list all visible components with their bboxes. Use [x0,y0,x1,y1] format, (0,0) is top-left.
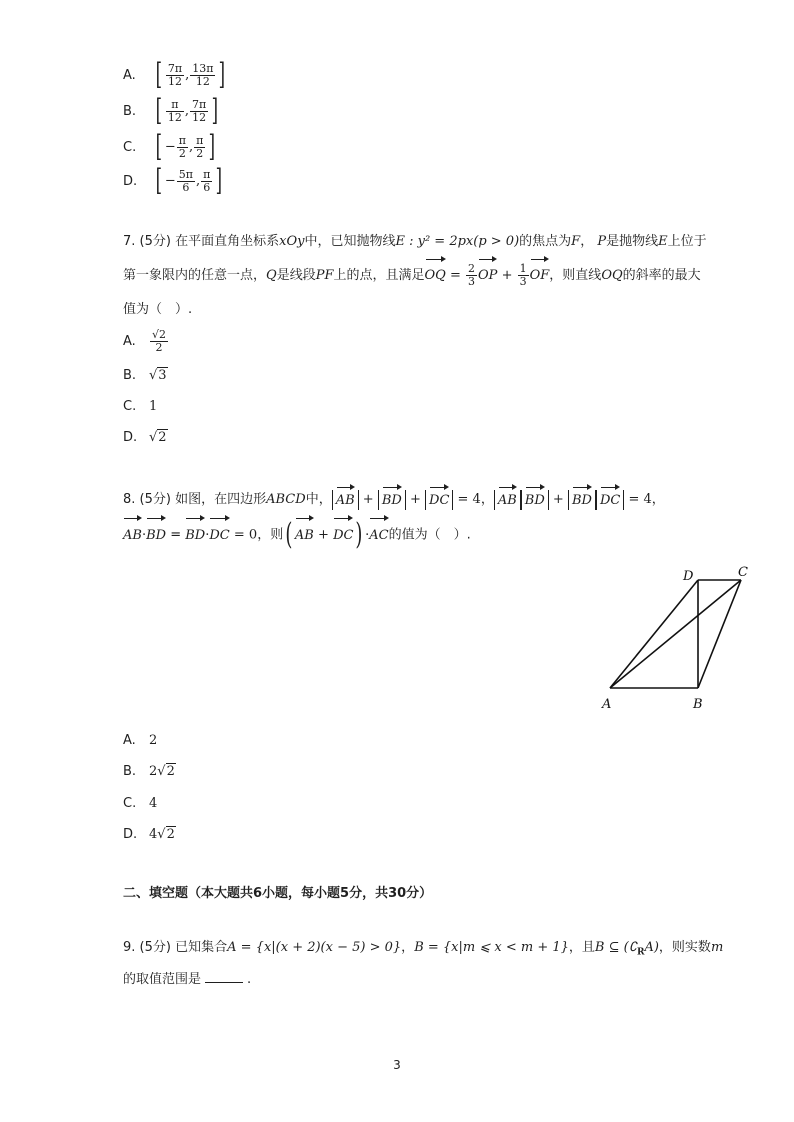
vector: BD [185,521,205,551]
q8-line-2: AB·BD = BD·DC = 0，则( AB + DC) ·AC的值为（ ）. [123,517,471,552]
question-score: (5分) [139,492,171,507]
option-value: 2 [149,764,158,779]
question-score: (5分) [139,940,171,955]
q7-text: 在平面直角坐标系 [175,234,280,249]
math: · [141,527,147,543]
math: PF [315,268,334,283]
q7-text: 是抛物线 [606,234,659,249]
left-bracket: [ [155,93,163,128]
option-label: A. [123,334,136,349]
q8-option-b [123,762,176,782]
fraction: $\frac{\pi}{6}$ [203,167,211,194]
sqrt: √3 [149,368,167,383]
q9-text: ，则实数 [658,940,711,955]
right-bracket: ] [209,129,216,164]
question-number: 8. [123,492,136,507]
q6-option-a: A. [ $\frac{7\pi}{12}$ , $\frac{13\pi}{12}$ ] [123,57,226,92]
sqrt: √2 [157,827,175,842]
option-label: D. [123,173,138,189]
sqrt: √2 [149,430,167,445]
math: P [597,234,607,249]
math: Q [266,268,277,283]
vertex-label-c: C [738,565,748,580]
vertex-label-b: B [693,697,703,712]
q9-text: . [247,972,252,987]
q8-line-1 [123,488,665,512]
fraction: $\frac{\pi}{2}$ [178,133,186,160]
left-bracket: [ [155,163,163,198]
math: + [501,268,513,283]
fraction: $\frac{5\pi}{6}$ [178,167,193,194]
sqrt: √2 [157,764,175,779]
right-bracket: ] [219,57,226,92]
option-label: B. [123,764,137,779]
vector: AC [369,521,388,551]
math: + [362,492,374,507]
math: m [710,940,724,955]
math: = 4 [457,492,481,507]
q8-text: 如图，在四边形 [175,492,267,507]
diagonal-ac [610,580,741,688]
edge-da [610,580,698,688]
left-bracket: [ [155,129,163,164]
q7-option-b [123,366,168,386]
section-heading: 二、填空题（本大题共6小题，每小题5分，共30分） [123,886,433,901]
math: A) [644,940,659,955]
math: E : y² = 2px(p > 0) [395,234,520,249]
abs: DC [596,490,624,510]
abs: AB [494,490,521,510]
q7-line-3 [123,300,192,320]
vector: OF [530,262,550,290]
fraction: $\frac{2}{3}$ [468,262,476,288]
q7-line-1 [123,232,707,252]
question-number: 9. [123,940,136,955]
right-paren: ) [355,517,363,552]
answer-blank[interactable] [205,970,243,983]
q7-text: ，则直线 [549,268,602,283]
abs: DC [425,490,453,510]
option-label: A. [123,67,136,83]
q9-text: 的取值范围是 [123,972,202,987]
math: ABCD [266,492,306,507]
abs: BD [521,490,549,510]
vector: DC [333,521,353,551]
math: + [318,527,329,543]
math: F [571,234,581,249]
math: xOy [279,234,305,249]
q6-option-c: C. [ − $\frac{\pi}{2}$ , $\frac{\pi}{2}$ ] [123,129,216,164]
fraction: $\frac{\pi}{12}$ [167,97,182,124]
edge-bc [698,580,741,688]
q7-text: 的焦点为 [519,234,572,249]
option-label: C. [123,399,137,414]
option-label: C. [123,139,137,155]
math: R [636,947,645,958]
vector: BD [146,521,166,551]
abs: AB [332,490,359,510]
vector: OP [478,262,497,290]
q6-option-b: B. [ $\frac{\pi}{12}$ , $\frac{7\pi}{12}$ ] [123,93,219,128]
math: B = {x|m ⩽ x < m + 1} [414,940,569,955]
option-value: 4 [149,827,158,842]
vector: AB [123,521,142,551]
q9-text: ，且 [568,940,595,955]
option-value: 1 [149,399,158,414]
q7-text: 第一象限内的任意一点， [123,268,267,283]
q8-text: ， [480,492,494,507]
q8-option-d [123,825,176,845]
q8-text: 中， [305,492,332,507]
option-label: A. [123,733,136,748]
q9-text: ， [401,940,415,955]
math: + [552,492,564,507]
q8-option-a [123,731,157,751]
q7-text: 上位于 [667,234,707,249]
math: = 4 [628,492,652,507]
option-label: B. [123,103,137,119]
q9-text: 已知集合 [175,940,228,955]
q6-option-d: D. [ − $\frac{5\pi}{6}$ , $\frac{\pi}{6}$ ] [123,163,223,198]
math: E [658,234,668,249]
left-paren: ( [285,517,293,552]
option-label: D. [123,430,138,445]
q8-option-c [123,794,157,814]
fraction: $\frac{√2}{2}$ [152,328,167,354]
question-number: 7. [123,234,136,249]
option-value: 2 [149,733,158,748]
q7-text: ， [580,234,594,249]
option-label: D. [123,827,138,842]
fraction: $\frac{13\pi}{12}$ [192,61,214,88]
q7-option-c [123,397,157,417]
fraction: $\frac{7\pi}{12}$ [192,97,207,124]
fraction: $\frac{7\pi}{12}$ [167,61,183,88]
abs: BD [378,490,406,510]
q8-text: ， [651,492,665,507]
math: OQ [601,268,623,283]
quadrilateral-figure [596,560,756,720]
math: + [409,492,421,507]
q7-text: 值为（ ）. [123,302,193,317]
math: = [449,268,461,283]
math: = 0 [233,527,258,543]
page-number: 3 [393,1058,401,1072]
math: B ⊆ (∁ [594,940,637,955]
vector: DC [209,521,229,551]
math: A = {x|(x + 2)(x − 5) > 0} [227,940,402,955]
fraction: $\frac{1}{3}$ [519,262,527,288]
question-score: (5分) [139,234,171,249]
math: · [205,527,210,543]
q7-text: 的斜率的最大 [622,268,701,283]
abs: BD [568,490,596,510]
q7-line-2 [123,262,701,290]
q8-text: 的值为（ ）. [388,527,471,543]
q8-text: ，则 [257,527,284,543]
q9-line-1 [123,938,723,963]
left-bracket: [ [155,57,163,92]
vector: OQ [425,262,446,290]
fraction: $\frac{\pi}{2}$ [196,133,204,160]
option-value: 4 [149,796,158,811]
vector: AB [295,521,314,551]
option-label: B. [123,368,137,383]
q7-option-d [123,428,168,448]
q7-option-a [123,328,169,356]
q7-text: 上的点，且满足 [333,268,425,283]
math: · [365,527,370,543]
right-bracket: ] [216,163,223,198]
vertex-label-d: D [683,569,694,584]
q7-text: 中，已知抛物线 [304,234,396,249]
right-bracket: ] [211,93,219,128]
q9-line-2 [123,970,251,990]
option-label: C. [123,796,137,811]
q7-text: 是线段 [276,268,316,283]
vertex-label-a: A [602,697,612,712]
